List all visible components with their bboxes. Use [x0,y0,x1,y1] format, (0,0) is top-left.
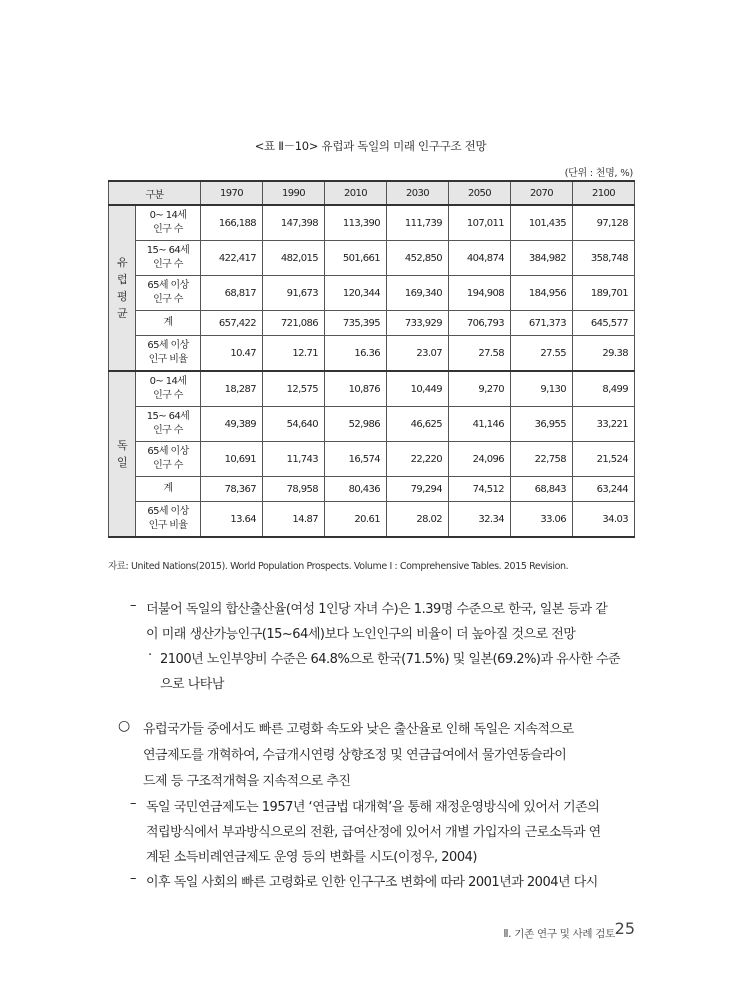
row-label-line: 0~ 14세 [149,376,187,387]
table-cell: 68,843 [511,477,573,502]
table-cell: 52,986 [325,407,387,442]
table-cell: 49,389 [201,407,263,442]
row-label [136,336,201,372]
row-label [136,502,201,538]
table-cell: 657,422 [201,311,263,336]
group-label-char: 럽 [116,273,128,286]
text-line: 으로 나타남 [160,677,224,692]
row-label-line: 0~ 14세 [149,210,187,221]
row-label-line: 65세 이상 [147,506,189,517]
table-row [109,477,635,502]
header-cell: 2010 [325,181,387,205]
table-cell: 63,244 [573,477,635,502]
header-cell: 구분 [109,181,201,205]
table-cell: 33.06 [511,502,573,538]
table-cell: 10,691 [201,442,263,477]
row-label-line: 인구 수 [153,259,183,270]
table-cell: 107,011 [449,205,511,241]
row-label-line: 15~ 64세 [146,411,190,422]
text-line: 연금제도를 개혁하여, 수급개시연령 상향조정 및 연금급여에서 물가연동슬라이 [143,748,567,763]
header-cell: 2050 [449,181,511,205]
table-row [109,336,635,372]
table-cell: 28.02 [387,502,449,538]
table-unit: (단위 : 천명, %) [564,168,633,179]
dash-marker: – [130,796,136,811]
table-cell: 78,958 [263,477,325,502]
table-row [109,371,635,407]
table-cell: 22,220 [387,442,449,477]
row-label-line: 15~ 64세 [146,245,190,256]
row-label [136,205,201,241]
table-cell: 113,390 [325,205,387,241]
row-label-line: 인구 비율 [148,354,188,365]
row-label-line: 65세 이상 [147,446,189,457]
table-cell: 12.71 [263,336,325,372]
table-cell: 384,982 [511,241,573,276]
table-cell: 645,577 [573,311,635,336]
table-cell: 11,743 [263,442,325,477]
row-label [136,477,201,502]
table-cell: 24,096 [449,442,511,477]
text-line: 이 미래 생산가능인구(15~64세)보다 노인인구의 비율이 더 높아질 것으로 전망 [146,627,576,642]
table-source: 자료: United Nations(2015). World Population Prospects. Volume Ⅰ : Comprehensive Tables. 2015 Revision. [108,561,569,572]
table-cell: 721,086 [263,311,325,336]
group-label [109,205,136,371]
table-cell: 20.61 [325,502,387,538]
table-cell: 452,850 [387,241,449,276]
page-number: 25 [614,919,635,938]
table-cell: 8,499 [573,371,635,407]
group-label [109,371,136,537]
header-cell: 1970 [201,181,263,205]
row-label-line: 계 [163,317,173,328]
row-label [136,442,201,477]
table-cell: 671,373 [511,311,573,336]
table-row [109,442,635,477]
group-label-char: 유 [116,256,128,269]
group-label-char: 평 [116,290,128,303]
row-label [136,241,201,276]
table-cell: 10,449 [387,371,449,407]
table-cell: 189,701 [573,276,635,311]
text-line: 2100년 노인부양비 수준은 64.8%으로 한국(71.5%) 및 일본(69.2%)과 유사한 수준 [160,652,621,667]
table-cell: 404,874 [449,241,511,276]
text-line: 드제 등 구조적개혁을 지속적으로 추진 [143,774,351,789]
table-cell: 18,287 [201,371,263,407]
header-cell: 2030 [387,181,449,205]
table-cell: 194,908 [449,276,511,311]
table-caption: <표 Ⅱ－10> 유럽과 독일의 미래 인구구조 전망 [254,139,487,153]
row-label [136,371,201,407]
row-label [136,311,201,336]
header-cell: 2070 [511,181,573,205]
table-row [109,311,635,336]
table-cell: 422,417 [201,241,263,276]
row-label-line: 65세 이상 [147,280,189,291]
text-line: 이후 독일 사회의 빠른 고령화로 인한 인구구조 변화에 따라 2001년과 2004년 다시 [146,875,598,890]
table-cell: 23.07 [387,336,449,372]
dot-marker: · [148,648,152,663]
row-label [136,407,201,442]
population-table [108,180,635,538]
table-cell: 13.64 [201,502,263,538]
table-cell: 735,395 [325,311,387,336]
table-cell: 27.55 [511,336,573,372]
table-row [109,241,635,276]
table-cell: 12,575 [263,371,325,407]
table-cell: 9,270 [449,371,511,407]
text-line: 더불어 독일의 합산출산율(여성 1인당 자녀 수)은 1.39명 수준으로 한국, 일본 등과 같 [146,602,608,617]
table-cell: 33,221 [573,407,635,442]
table-cell: 79,294 [387,477,449,502]
table-cell: 16,574 [325,442,387,477]
text-line: 유럽국가들 중에서도 빠른 고령화 속도와 낮은 출산율로 인해 독일은 지속적으로 [143,722,574,737]
table-cell: 101,435 [511,205,573,241]
group-label-char: 균 [116,307,128,320]
table-cell: 34.03 [573,502,635,538]
text-line: 독일 국민연금제도는 1957년 ‘연금법 대개혁’을 통해 재정운영방식에 있어서 기존의 [146,800,600,815]
dash-marker: – [130,598,136,613]
table-cell: 91,673 [263,276,325,311]
table-cell: 54,640 [263,407,325,442]
row-label [136,276,201,311]
table-header-row [109,181,635,205]
table-cell: 46,625 [387,407,449,442]
table-cell: 169,340 [387,276,449,311]
table-cell: 733,929 [387,311,449,336]
text-line: 계된 소득비례연금제도 운영 등의 변화를 시도(이정우, 2004) [146,850,477,865]
table-cell: 29.38 [573,336,635,372]
row-label-line: 인구 수 [153,224,183,235]
table-cell: 147,398 [263,205,325,241]
table-cell: 482,015 [263,241,325,276]
table-cell: 80,436 [325,477,387,502]
row-label-line: 인구 수 [153,460,183,471]
row-label-line: 65세 이상 [147,340,189,351]
table-cell: 27.58 [449,336,511,372]
table-cell: 41,146 [449,407,511,442]
group-label-char: 독 [116,439,128,452]
table-cell: 97,128 [573,205,635,241]
header-cell: 2100 [573,181,635,205]
table-cell: 68,817 [201,276,263,311]
table-cell: 14.87 [263,502,325,538]
table-cell: 21,524 [573,442,635,477]
table-row [109,407,635,442]
table-cell: 36,955 [511,407,573,442]
table-cell: 501,661 [325,241,387,276]
table-cell: 10,876 [325,371,387,407]
table-row [109,205,635,241]
table-cell: 10.47 [201,336,263,372]
table-cell: 358,748 [573,241,635,276]
table-cell: 78,367 [201,477,263,502]
header-cell: 1990 [263,181,325,205]
table-cell: 120,344 [325,276,387,311]
footer-section: Ⅱ. 기존 연구 및 사례 검토 [503,928,615,940]
row-label-line: 인구 수 [153,294,183,305]
text-line: 적립방식에서 부과방식으로의 전환, 급여산정에 있어서 개별 가입자의 근로소득과 연 [146,825,601,840]
row-label-line: 인구 수 [153,390,183,401]
table-cell: 706,793 [449,311,511,336]
row-label-line: 인구 수 [153,425,183,436]
table-cell: 16.36 [325,336,387,372]
table-cell: 32.34 [449,502,511,538]
table-cell: 184,956 [511,276,573,311]
group-label-char: 일 [116,456,128,469]
table-cell: 9,130 [511,371,573,407]
table-row [109,502,635,538]
table-cell: 166,188 [201,205,263,241]
dash-marker: – [130,871,136,886]
table-cell: 74,512 [449,477,511,502]
circle-marker: ○ [118,718,130,734]
row-label-line: 인구 비율 [148,520,188,531]
table-row [109,276,635,311]
table-cell: 111,739 [387,205,449,241]
row-label-line: 계 [163,483,173,494]
table-cell: 22,758 [511,442,573,477]
